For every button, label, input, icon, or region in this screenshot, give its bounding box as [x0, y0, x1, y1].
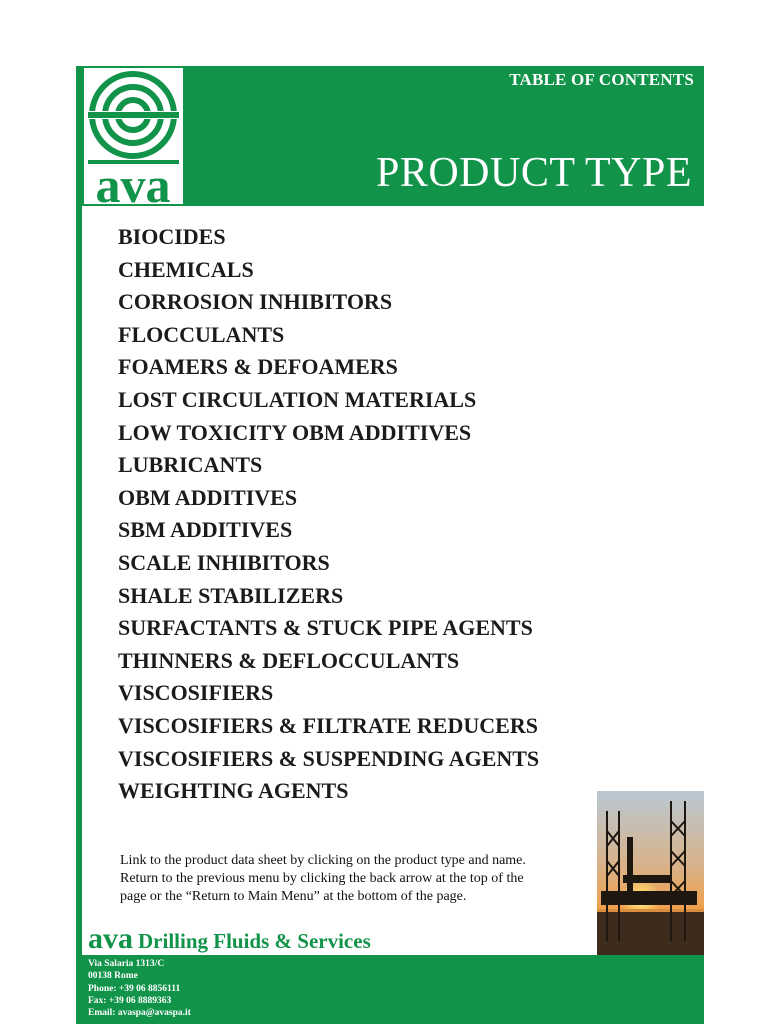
product-type-link[interactable]: FLOCCULANTS	[118, 321, 285, 347]
product-type-link[interactable]: SURFACTANTS & STUCK PIPE AGENTS	[118, 615, 533, 641]
product-type-link[interactable]: LUBRICANTS	[118, 452, 263, 478]
product-type-link[interactable]: BIOCIDES	[118, 224, 226, 249]
address-street: Via Salaria 1313/C	[88, 959, 165, 969]
address-email[interactable]: Email: avaspa@avaspa.it	[88, 1008, 191, 1019]
brand-tagline: Drilling Fluids & Services	[138, 929, 371, 953]
instructions-text	[120, 852, 590, 906]
product-type-link[interactable]: SBM ADDITIVES	[118, 517, 293, 543]
product-type-link[interactable]: LOW TOXICITY OBM ADDITIVES	[118, 419, 472, 445]
product-type-link[interactable]: SHALE STABILIZERS	[118, 582, 344, 608]
address-block	[88, 958, 191, 1019]
brand-line	[88, 922, 371, 956]
address-fax: Fax: +39 06 8889363	[88, 995, 172, 1006]
product-type-link[interactable]: CORROSION INHIBITORS	[118, 289, 393, 315]
page-title: PRODUCT TYPE	[375, 150, 692, 196]
logo-wordmark: ava	[95, 157, 171, 204]
brand-ava: ava	[88, 922, 133, 955]
left-accent-bar	[76, 66, 82, 1024]
instructions-line: Return to the previous menu by clicking the back arrow at the top of the	[120, 871, 524, 886]
product-type-link[interactable]: THINNERS & DEFLOCCULANTS	[118, 647, 460, 673]
ava-logo-icon	[84, 68, 183, 204]
address-city: 00138 Rome	[88, 971, 138, 982]
product-type-link[interactable]: VISCOSIFIERS & SUSPENDING AGENTS	[118, 745, 540, 771]
product-type-list	[118, 221, 539, 808]
product-type-link[interactable]: CHEMICALS	[118, 256, 254, 282]
ava-logo	[82, 66, 185, 206]
product-type-link[interactable]: OBM ADDITIVES	[118, 484, 298, 510]
instructions-line: page or the “Return to Main Menu” at the bottom of the page.	[120, 889, 467, 904]
product-type-link[interactable]: VISCOSIFIERS & FILTRATE REDUCERS	[118, 712, 538, 738]
instructions-line: Link to the product data sheet by clicking on the product type and name.	[120, 853, 526, 868]
product-type-link[interactable]: VISCOSIFIERS	[118, 680, 274, 706]
footer-bar	[82, 955, 704, 1024]
address-phone: Phone: +39 06 8856111	[88, 983, 181, 994]
product-type-link[interactable]: SCALE INHIBITORS	[118, 549, 330, 575]
product-type-link[interactable]: WEIGHTING AGENTS	[118, 778, 349, 804]
product-type-link[interactable]: LOST CIRCULATION MATERIALS	[118, 386, 477, 412]
product-type-link[interactable]: FOAMERS & DEFOAMERS	[118, 354, 398, 380]
oil-rig-photo	[597, 791, 704, 955]
table-of-contents-label[interactable]: TABLE OF CONTENTS	[509, 70, 694, 89]
